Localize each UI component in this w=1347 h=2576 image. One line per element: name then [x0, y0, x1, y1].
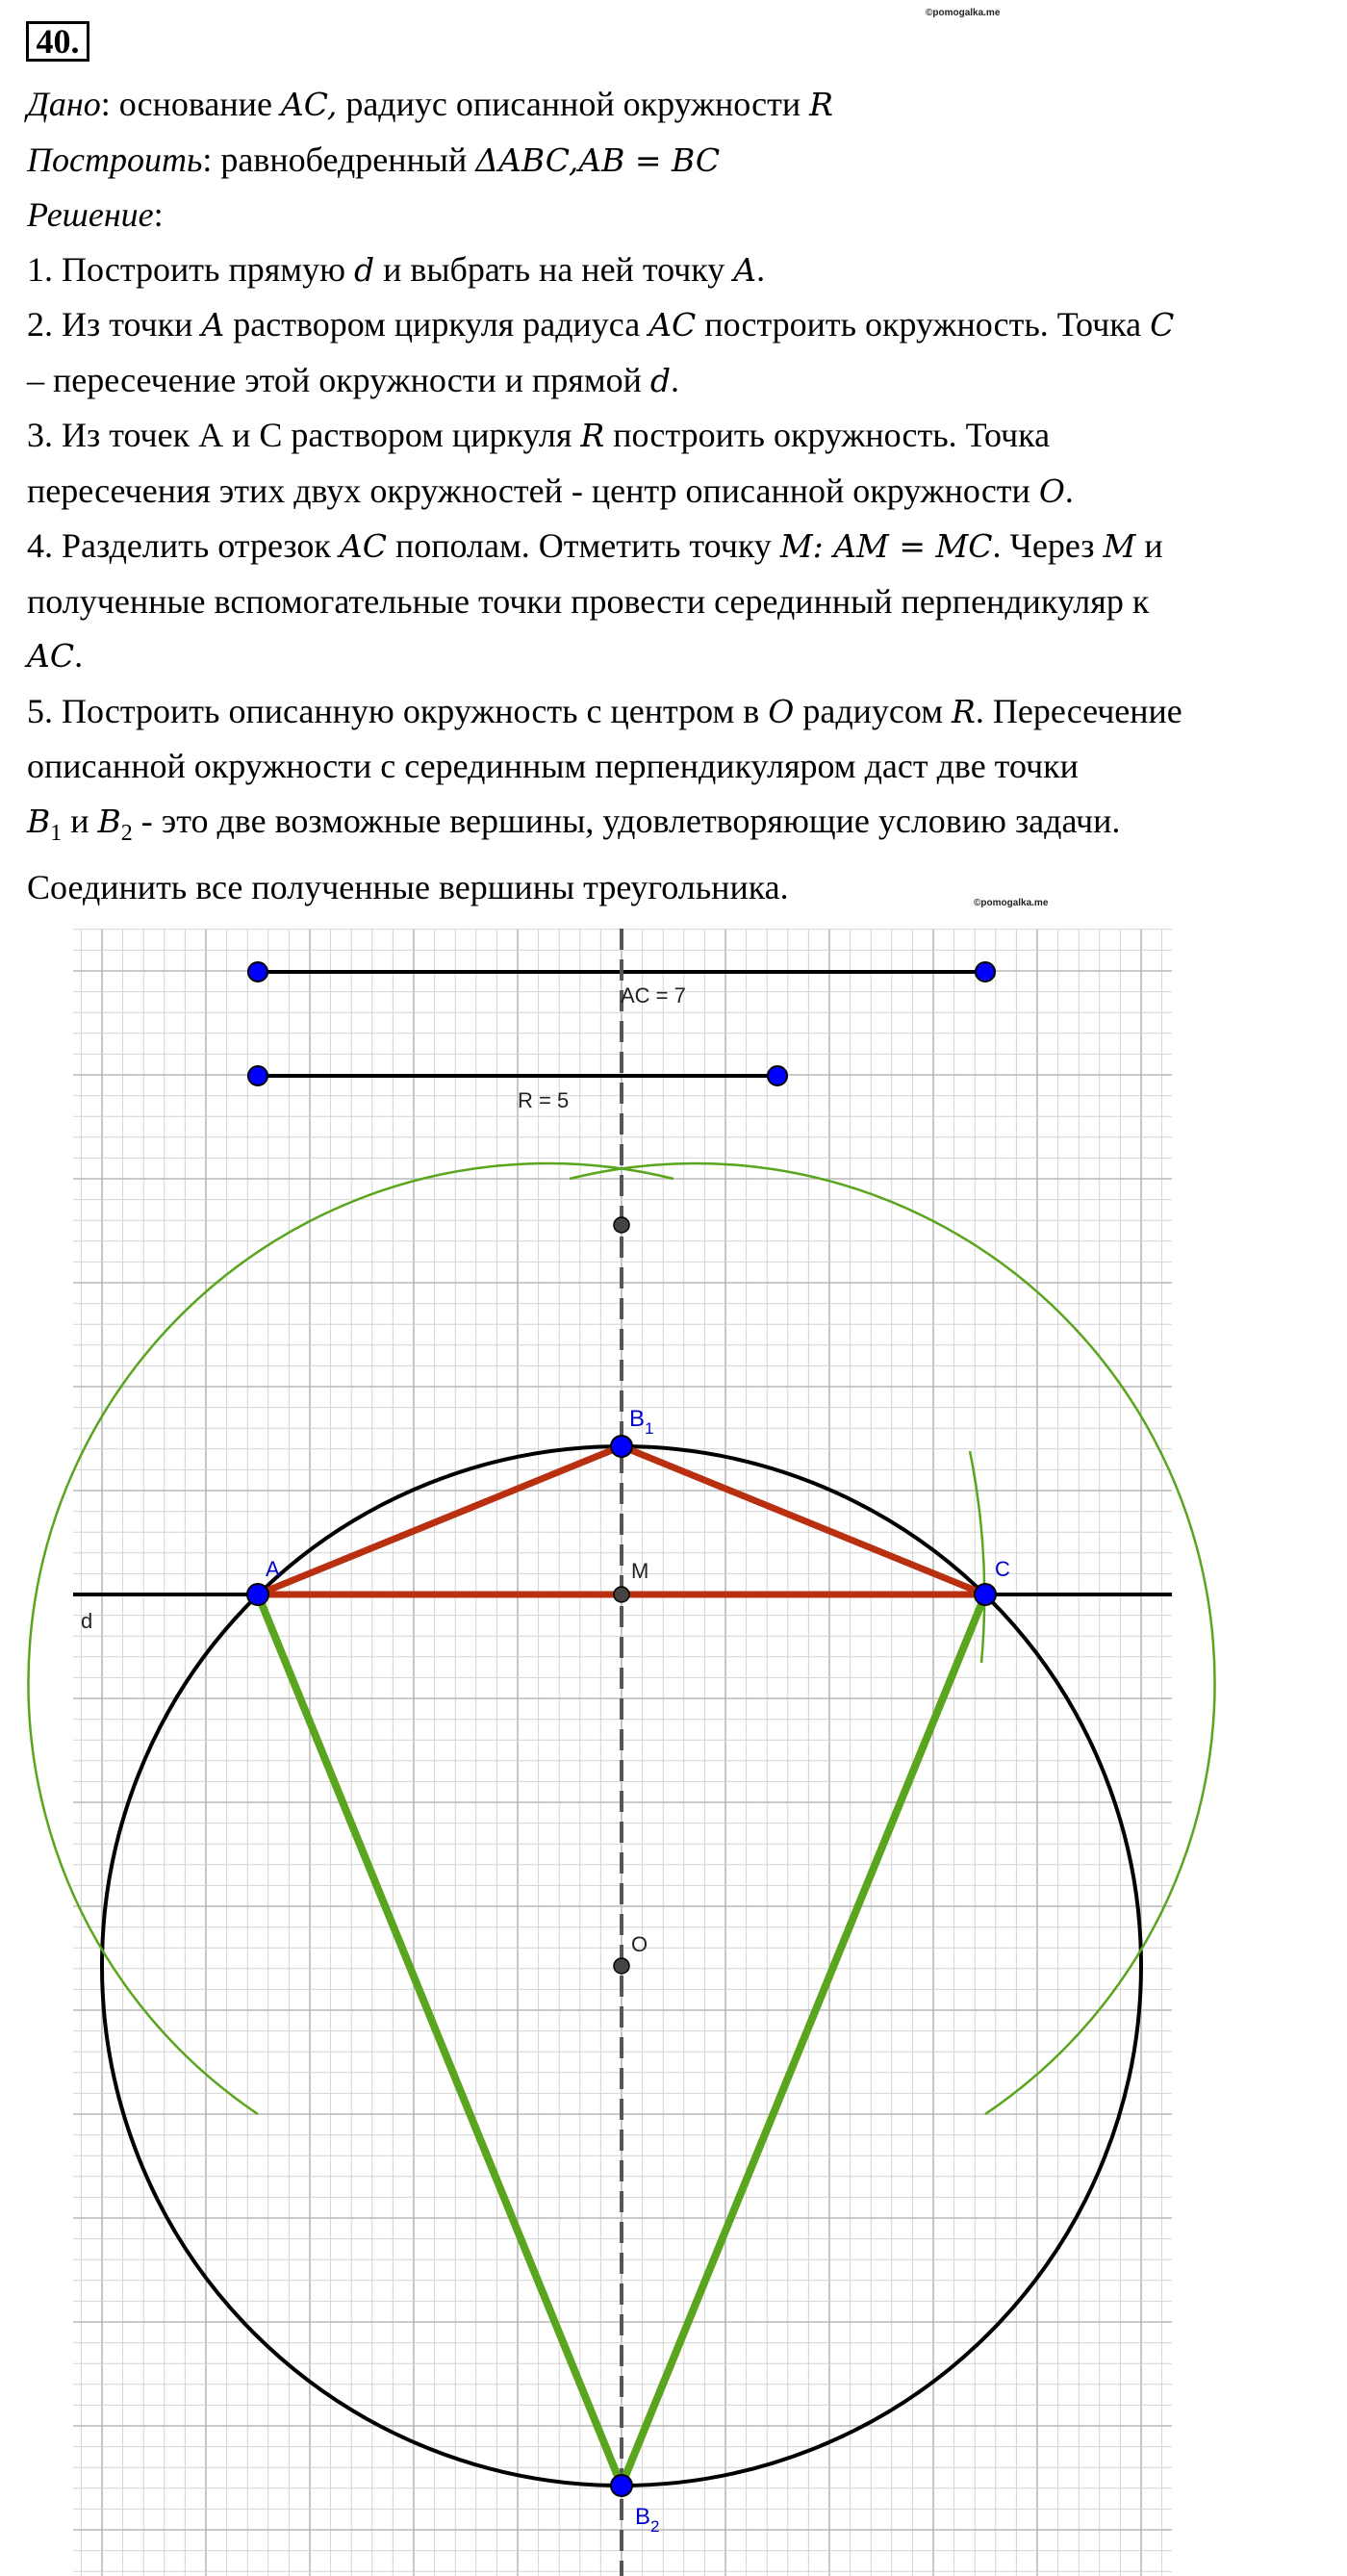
- step-1: 1. Построить прямую d и выбрать на ней точку A.: [27, 249, 766, 289]
- problem-number: 40.: [26, 21, 89, 62]
- point-o: [614, 1958, 629, 1974]
- segment-r-end-point: [768, 1066, 787, 1085]
- step-5-cont: описанной окружности с серединным перпендикуляром даст две точки: [27, 747, 1079, 785]
- step-5-cont2: $B_1$ и $B_2$ - это две возможные вершины, удовлетворяющие условию задачи.: [27, 801, 1121, 846]
- step-5-cont3: Соединить все полученные вершины треугольника.: [27, 868, 789, 906]
- side-cb2: [622, 1594, 985, 2486]
- step-4: 4. Разделить отрезок AC пополам. Отметить точку M: AM = MC. Через M и: [27, 526, 1163, 565]
- point-m: [614, 1587, 629, 1602]
- point-o-label: O: [631, 1932, 648, 1956]
- point-a-label: A: [266, 1557, 280, 1581]
- step-3-cont: пересечения этих двух окружностей - центр описанной окружности O.: [27, 471, 1074, 510]
- step-4-cont: полученные вспомогательные точки провести серединный перпендикуляр к: [27, 581, 1150, 621]
- aux-intersection-point: [614, 1217, 629, 1233]
- problem-text: [27, 77, 1326, 915]
- line-d-label: d: [81, 1609, 93, 1633]
- segment-ac-end-point: [976, 962, 995, 982]
- step-3: 3. Из точек А и С раствором циркуля R построить окружность. Точка: [27, 416, 1051, 454]
- step-2-cont: – пересечение этой окружности и прямой d.: [27, 360, 680, 399]
- solution-heading: Решение:: [27, 195, 164, 234]
- step-5: 5. Построить описанную окружность с центром в O радиусом R. Пересечение: [27, 691, 1182, 730]
- point-a: [247, 1584, 268, 1605]
- watermark-top: ©pomogalka.me: [926, 8, 1001, 18]
- point-b2: [611, 2475, 632, 2496]
- construction-figure: [0, 924, 1347, 2576]
- point-b1-label: $B_1$: [629, 1406, 654, 1438]
- given-line: Дано: основание AC, радиус описанной окружности R: [27, 85, 834, 123]
- point-c: [975, 1584, 996, 1605]
- step-4-cont2: AC.: [27, 636, 84, 675]
- segment-ac-label: AC = 7: [621, 983, 686, 1007]
- point-m-label: M: [631, 1559, 649, 1583]
- side-ab2: [258, 1594, 622, 2486]
- point-c-label: C: [995, 1557, 1010, 1581]
- point-b1: [611, 1436, 632, 1457]
- step-2: 2. Из точки A раствором циркуля радиуса AC построить окружность. Точка C: [27, 305, 1175, 344]
- watermark-figure: ©pomogalka.me: [974, 898, 1049, 908]
- segment-r-start-point: [248, 1066, 267, 1085]
- segment-r-label: R = 5: [518, 1088, 570, 1112]
- construct-line: Построить: равнобедренный ΔABC,AB = BC: [27, 140, 721, 179]
- point-b2-label: $B_2$: [635, 2504, 660, 2536]
- segment-ac-start-point: [248, 962, 267, 982]
